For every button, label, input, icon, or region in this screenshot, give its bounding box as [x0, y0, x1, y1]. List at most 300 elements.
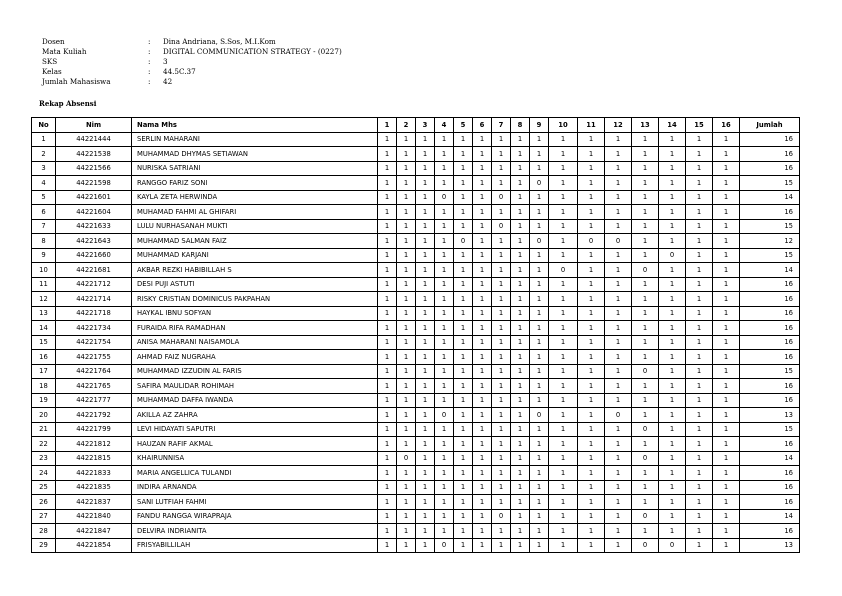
attendance-cell: 1 [416, 306, 435, 321]
attendance-cell: 1 [378, 393, 397, 408]
column-header: 7 [492, 118, 511, 133]
student-name: NURISKA SATRIANI [132, 161, 378, 176]
attendance-cell: 1 [549, 205, 578, 220]
info-separator: : [148, 57, 151, 66]
attendance-cell: 1 [416, 480, 435, 495]
attendance-cell: 1 [435, 321, 454, 336]
attendance-cell: 1 [378, 321, 397, 336]
attendance-cell: 1 [416, 466, 435, 481]
attendance-cell: 1 [549, 190, 578, 205]
attendance-cell: 1 [397, 466, 416, 481]
attendance-cell: 0 [397, 451, 416, 466]
attendance-cell: 1 [492, 161, 511, 176]
column-header: 10 [549, 118, 578, 133]
table-row [32, 306, 800, 321]
info-value: 44.5C.37 [163, 67, 196, 76]
row-number: 2 [32, 147, 56, 162]
attendance-cell: 1 [605, 495, 632, 510]
attendance-cell: 1 [549, 161, 578, 176]
attendance-cell: 1 [659, 306, 686, 321]
attendance-cell: 1 [454, 495, 473, 510]
attendance-cell: 1 [416, 234, 435, 249]
attendance-cell: 1 [686, 538, 713, 553]
attendance-cell: 0 [492, 190, 511, 205]
student-name: MUHAMMAD DAFFA IWANDA [132, 393, 378, 408]
attendance-cell: 1 [632, 190, 659, 205]
attendance-cell: 1 [378, 437, 397, 452]
column-header: Jumlah [740, 118, 800, 133]
attendance-cell: 1 [686, 495, 713, 510]
attendance-cell: 1 [659, 451, 686, 466]
attendance-cell: 0 [632, 422, 659, 437]
attendance-cell: 1 [492, 437, 511, 452]
attendance-cell: 1 [416, 451, 435, 466]
attendance-total: 13 [740, 538, 800, 553]
student-name: SERLIN MAHARANI [132, 132, 378, 147]
attendance-cell: 1 [632, 132, 659, 147]
attendance-cell: 1 [416, 408, 435, 423]
attendance-cell: 1 [492, 277, 511, 292]
attendance-cell: 0 [632, 509, 659, 524]
attendance-cell: 1 [605, 292, 632, 307]
attendance-cell: 1 [549, 292, 578, 307]
attendance-cell: 1 [578, 524, 605, 539]
column-header: 4 [435, 118, 454, 133]
student-name: MUHAMAD FAHMI AL GHIFARI [132, 205, 378, 220]
attendance-cell: 1 [530, 292, 549, 307]
student-id: 44221660 [56, 248, 132, 263]
attendance-cell: 1 [378, 219, 397, 234]
attendance-cell: 1 [454, 480, 473, 495]
attendance-cell: 1 [454, 509, 473, 524]
attendance-cell: 1 [713, 277, 740, 292]
attendance-cell: 1 [492, 248, 511, 263]
attendance-cell: 1 [713, 422, 740, 437]
attendance-cell: 1 [473, 480, 492, 495]
attendance-total: 14 [740, 509, 800, 524]
table-row [32, 176, 800, 191]
attendance-cell: 1 [416, 321, 435, 336]
column-header: 9 [530, 118, 549, 133]
info-row [42, 47, 342, 57]
attendance-cell: 1 [632, 176, 659, 191]
student-name: MARIA ANGELLICA TULANDI [132, 466, 378, 481]
table-row [32, 393, 800, 408]
info-value: 42 [163, 77, 173, 86]
attendance-cell: 1 [713, 292, 740, 307]
attendance-cell: 1 [397, 335, 416, 350]
attendance-cell: 1 [549, 132, 578, 147]
attendance-cell: 1 [378, 495, 397, 510]
row-number: 11 [32, 277, 56, 292]
table-row [32, 190, 800, 205]
table-row [32, 437, 800, 452]
recap-title: Rekap Absensi [39, 99, 97, 108]
attendance-cell: 1 [397, 161, 416, 176]
attendance-cell: 1 [435, 219, 454, 234]
attendance-cell: 1 [416, 132, 435, 147]
attendance-cell: 1 [378, 538, 397, 553]
student-name: RISKY CRISTIAN DOMINICUS PAKPAHAN [132, 292, 378, 307]
student-name: FANDU RANGGA WIRAPRAJA [132, 509, 378, 524]
course-info [42, 37, 342, 87]
attendance-cell: 1 [511, 466, 530, 481]
student-id: 44221734 [56, 321, 132, 336]
attendance-cell: 1 [605, 393, 632, 408]
attendance-cell: 1 [713, 190, 740, 205]
attendance-cell: 1 [530, 219, 549, 234]
attendance-cell: 1 [378, 161, 397, 176]
attendance-cell: 1 [686, 364, 713, 379]
attendance-cell: 1 [632, 161, 659, 176]
attendance-cell: 1 [435, 466, 454, 481]
table-row [32, 350, 800, 365]
info-separator: : [148, 37, 151, 46]
attendance-cell: 1 [378, 379, 397, 394]
row-number: 4 [32, 176, 56, 191]
attendance-cell: 1 [659, 321, 686, 336]
attendance-cell: 1 [473, 321, 492, 336]
attendance-cell: 1 [605, 161, 632, 176]
attendance-total: 16 [740, 161, 800, 176]
attendance-cell: 1 [454, 350, 473, 365]
attendance-cell: 1 [686, 205, 713, 220]
info-label: Kelas [42, 67, 62, 76]
attendance-cell: 1 [511, 509, 530, 524]
student-name: AKILLA AZ ZAHRA [132, 408, 378, 423]
attendance-cell: 1 [632, 437, 659, 452]
attendance-cell: 1 [416, 393, 435, 408]
attendance-cell: 1 [416, 205, 435, 220]
attendance-cell: 1 [686, 248, 713, 263]
attendance-cell: 1 [530, 335, 549, 350]
attendance-cell: 1 [578, 350, 605, 365]
attendance-cell: 1 [435, 176, 454, 191]
attendance-cell: 1 [549, 321, 578, 336]
student-id: 44221643 [56, 234, 132, 249]
table-row [32, 509, 800, 524]
attendance-total: 14 [740, 190, 800, 205]
row-number: 28 [32, 524, 56, 539]
attendance-cell: 0 [435, 190, 454, 205]
student-name: KHAIRUNNISA [132, 451, 378, 466]
attendance-cell: 1 [454, 451, 473, 466]
info-value: DIGITAL COMMUNICATION STRATEGY - (0227) [163, 47, 342, 56]
attendance-cell: 1 [659, 292, 686, 307]
attendance-cell: 1 [378, 451, 397, 466]
attendance-cell: 1 [378, 234, 397, 249]
attendance-total: 16 [740, 524, 800, 539]
attendance-cell: 1 [549, 234, 578, 249]
attendance-cell: 1 [530, 190, 549, 205]
column-header: 6 [473, 118, 492, 133]
attendance-cell: 1 [605, 219, 632, 234]
attendance-cell: 0 [549, 263, 578, 278]
attendance-cell: 1 [473, 364, 492, 379]
row-number: 6 [32, 205, 56, 220]
attendance-cell: 1 [713, 364, 740, 379]
attendance-cell: 1 [435, 335, 454, 350]
info-row [42, 67, 342, 77]
attendance-cell: 1 [378, 292, 397, 307]
info-separator: : [148, 47, 151, 56]
attendance-cell: 1 [378, 248, 397, 263]
info-label: Jumlah Mahasiswa [42, 77, 111, 86]
attendance-total: 16 [740, 306, 800, 321]
attendance-cell: 1 [378, 335, 397, 350]
attendance-total: 15 [740, 176, 800, 191]
attendance-cell: 1 [686, 480, 713, 495]
attendance-cell: 1 [416, 292, 435, 307]
student-id: 44221837 [56, 495, 132, 510]
student-name: DESI PUJI ASTUTI [132, 277, 378, 292]
attendance-cell: 1 [397, 205, 416, 220]
attendance-cell: 1 [686, 234, 713, 249]
attendance-cell: 1 [435, 437, 454, 452]
attendance-cell: 1 [549, 408, 578, 423]
attendance-total: 16 [740, 350, 800, 365]
attendance-cell: 1 [713, 379, 740, 394]
attendance-cell: 1 [511, 190, 530, 205]
attendance-cell: 1 [686, 306, 713, 321]
attendance-cell: 1 [659, 277, 686, 292]
attendance-cell: 1 [659, 335, 686, 350]
attendance-cell: 1 [605, 538, 632, 553]
attendance-cell: 1 [605, 205, 632, 220]
table-body [32, 132, 800, 553]
attendance-cell: 1 [397, 147, 416, 162]
attendance-cell: 1 [632, 524, 659, 539]
attendance-cell: 1 [492, 524, 511, 539]
attendance-cell: 1 [435, 422, 454, 437]
attendance-cell: 1 [605, 248, 632, 263]
attendance-total: 16 [740, 437, 800, 452]
attendance-cell: 1 [549, 335, 578, 350]
attendance-cell: 0 [632, 538, 659, 553]
attendance-cell: 1 [605, 379, 632, 394]
attendance-cell: 1 [397, 321, 416, 336]
attendance-cell: 1 [511, 408, 530, 423]
attendance-cell: 1 [578, 451, 605, 466]
student-id: 44221799 [56, 422, 132, 437]
attendance-cell: 1 [473, 190, 492, 205]
attendance-cell: 1 [454, 292, 473, 307]
attendance-cell: 1 [605, 306, 632, 321]
attendance-cell: 1 [632, 379, 659, 394]
attendance-cell: 1 [435, 277, 454, 292]
attendance-total: 16 [740, 147, 800, 162]
attendance-cell: 1 [435, 509, 454, 524]
attendance-cell: 1 [492, 379, 511, 394]
attendance-cell: 1 [473, 379, 492, 394]
attendance-cell: 1 [454, 161, 473, 176]
attendance-cell: 1 [473, 263, 492, 278]
attendance-cell: 1 [605, 466, 632, 481]
student-id: 44221754 [56, 335, 132, 350]
attendance-cell: 1 [397, 422, 416, 437]
student-name: SAFIRA MAULIDAR ROHIMAH [132, 379, 378, 394]
attendance-cell: 1 [511, 292, 530, 307]
attendance-cell: 1 [578, 495, 605, 510]
student-name: ANISA MAHARANI NAISAMOLA [132, 335, 378, 350]
attendance-cell: 1 [416, 538, 435, 553]
student-name: RANGGO FARIZ SONI [132, 176, 378, 191]
student-id: 44221681 [56, 263, 132, 278]
attendance-cell: 1 [511, 495, 530, 510]
attendance-cell: 1 [605, 277, 632, 292]
attendance-cell: 1 [511, 219, 530, 234]
attendance-cell: 1 [397, 190, 416, 205]
attendance-cell: 1 [511, 379, 530, 394]
attendance-cell: 0 [632, 451, 659, 466]
attendance-cell: 1 [473, 292, 492, 307]
student-id: 44221755 [56, 350, 132, 365]
attendance-cell: 1 [605, 176, 632, 191]
column-header: Nama Mhs [132, 118, 378, 133]
attendance-cell: 1 [578, 219, 605, 234]
table-row [32, 408, 800, 423]
row-number: 29 [32, 538, 56, 553]
attendance-cell: 1 [713, 509, 740, 524]
row-number: 7 [32, 219, 56, 234]
attendance-cell: 1 [435, 364, 454, 379]
attendance-cell: 0 [578, 234, 605, 249]
attendance-cell: 1 [473, 234, 492, 249]
attendance-cell: 1 [492, 466, 511, 481]
attendance-cell: 1 [659, 219, 686, 234]
attendance-cell: 1 [659, 147, 686, 162]
attendance-cell: 1 [473, 176, 492, 191]
attendance-cell: 1 [473, 524, 492, 539]
attendance-total: 14 [740, 263, 800, 278]
info-row [42, 37, 342, 47]
attendance-cell: 1 [378, 480, 397, 495]
attendance-cell: 1 [435, 306, 454, 321]
attendance-cell: 1 [492, 451, 511, 466]
attendance-cell: 1 [530, 248, 549, 263]
attendance-cell: 1 [713, 480, 740, 495]
table-row [32, 364, 800, 379]
attendance-cell: 1 [397, 306, 416, 321]
attendance-cell: 1 [549, 480, 578, 495]
attendance-cell: 1 [578, 422, 605, 437]
attendance-cell: 1 [632, 335, 659, 350]
column-header: 1 [378, 118, 397, 133]
attendance-cell: 1 [473, 335, 492, 350]
attendance-cell: 1 [686, 219, 713, 234]
attendance-cell: 1 [473, 132, 492, 147]
student-name: DELVIRA INDRIANITA [132, 524, 378, 539]
attendance-cell: 1 [713, 234, 740, 249]
info-label: SKS [42, 57, 58, 66]
attendance-cell: 1 [549, 277, 578, 292]
attendance-cell: 1 [578, 321, 605, 336]
attendance-cell: 1 [492, 321, 511, 336]
attendance-cell: 1 [473, 248, 492, 263]
attendance-cell: 1 [659, 350, 686, 365]
attendance-cell: 1 [530, 451, 549, 466]
attendance-cell: 1 [378, 364, 397, 379]
attendance-cell: 1 [578, 190, 605, 205]
row-number: 17 [32, 364, 56, 379]
attendance-cell: 1 [605, 321, 632, 336]
attendance-cell: 1 [578, 335, 605, 350]
attendance-cell: 1 [632, 321, 659, 336]
attendance-total: 15 [740, 364, 800, 379]
column-header: 14 [659, 118, 686, 133]
student-id: 44221712 [56, 277, 132, 292]
table-row [32, 147, 800, 162]
attendance-cell: 1 [416, 248, 435, 263]
table-row [32, 234, 800, 249]
attendance-cell: 1 [659, 205, 686, 220]
attendance-cell: 1 [454, 263, 473, 278]
attendance-cell: 1 [378, 190, 397, 205]
attendance-cell: 1 [686, 524, 713, 539]
attendance-cell: 1 [632, 234, 659, 249]
attendance-cell: 1 [530, 422, 549, 437]
attendance-cell: 1 [397, 292, 416, 307]
attendance-cell: 1 [713, 132, 740, 147]
attendance-cell: 1 [435, 495, 454, 510]
attendance-total: 13 [740, 408, 800, 423]
attendance-cell: 1 [686, 292, 713, 307]
attendance-cell: 1 [686, 263, 713, 278]
attendance-cell: 1 [578, 277, 605, 292]
attendance-cell: 1 [454, 205, 473, 220]
attendance-cell: 1 [686, 277, 713, 292]
attendance-cell: 1 [492, 263, 511, 278]
attendance-total: 16 [740, 393, 800, 408]
attendance-cell: 1 [713, 466, 740, 481]
attendance-cell: 1 [686, 161, 713, 176]
student-id: 44221764 [56, 364, 132, 379]
attendance-cell: 1 [549, 350, 578, 365]
attendance-cell: 1 [416, 437, 435, 452]
attendance-cell: 1 [435, 379, 454, 394]
attendance-cell: 0 [632, 263, 659, 278]
attendance-cell: 1 [454, 437, 473, 452]
attendance-cell: 1 [605, 263, 632, 278]
attendance-cell: 1 [659, 379, 686, 394]
attendance-cell: 1 [549, 147, 578, 162]
attendance-cell: 1 [473, 277, 492, 292]
attendance-total: 16 [740, 205, 800, 220]
student-name: MUHAMMAD KARJANI [132, 248, 378, 263]
student-id: 44221777 [56, 393, 132, 408]
row-number: 23 [32, 451, 56, 466]
attendance-cell: 1 [473, 205, 492, 220]
attendance-cell: 1 [511, 234, 530, 249]
table-row [32, 248, 800, 263]
attendance-cell: 0 [435, 538, 454, 553]
attendance-cell: 1 [659, 132, 686, 147]
info-row [42, 77, 342, 87]
attendance-cell: 1 [378, 176, 397, 191]
attendance-cell: 1 [686, 422, 713, 437]
attendance-cell: 1 [659, 422, 686, 437]
attendance-cell: 1 [713, 176, 740, 191]
row-number: 12 [32, 292, 56, 307]
attendance-cell: 1 [397, 248, 416, 263]
attendance-cell: 1 [492, 480, 511, 495]
attendance-cell: 0 [659, 248, 686, 263]
attendance-cell: 1 [435, 480, 454, 495]
attendance-cell: 0 [605, 234, 632, 249]
attendance-cell: 1 [378, 306, 397, 321]
student-id: 44221835 [56, 480, 132, 495]
attendance-cell: 1 [511, 132, 530, 147]
